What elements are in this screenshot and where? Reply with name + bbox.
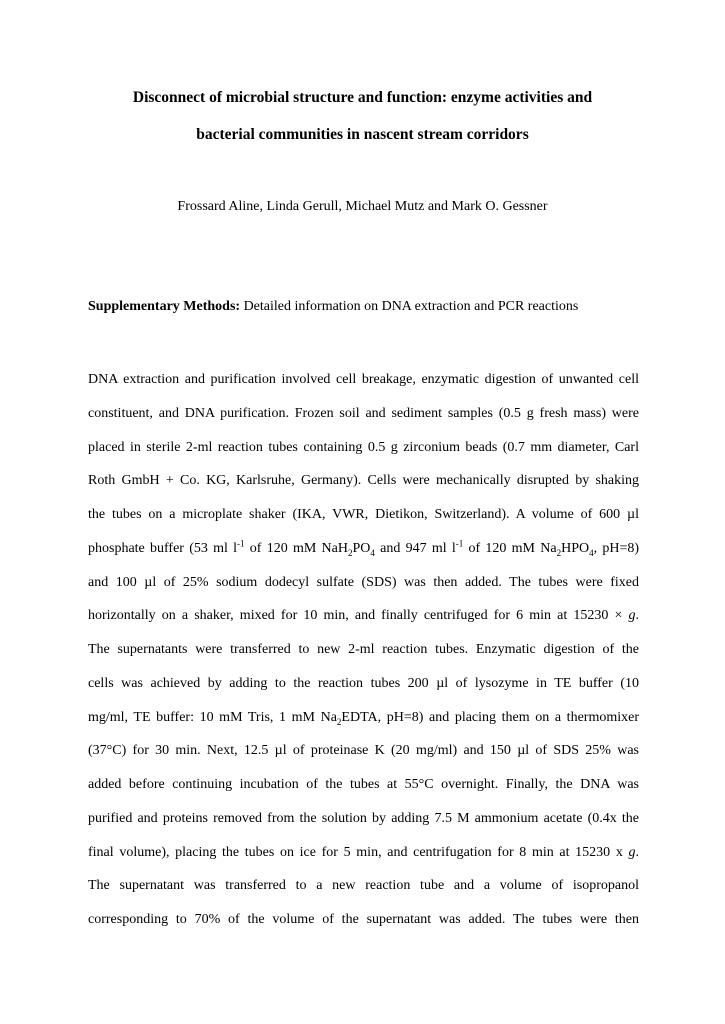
body-line-15 [88,836,639,870]
authors: Frossard Aline, Linda Gerull, Michael Mutz and Mark O. Gessner [177,199,548,214]
l6-e: of 120 mM Na [463,540,557,556]
l6-sub3: 2 [556,547,562,558]
l15-g-italic: g [628,844,636,860]
body-line-8 [88,599,639,633]
l6-a: phosphate buffer (53 ml l [88,540,238,556]
body-paragraph [88,363,639,937]
l6-sup2: -1 [455,538,464,549]
supplementary-text: Detailed information on DNA extraction and PCR reactions [240,299,579,314]
l8-b: . [635,608,639,624]
body-line-12: (37°C) for 30 min. Next, 12.5 µl of proteinase K (20 mg/ml) and 150 µl of SDS 25% was [88,743,639,759]
body-line-3: placed in sterile 2-ml reaction tubes containing 0.5 g zirconium beads (0.7 mm diameter, Carl [88,439,639,455]
l8-a: horizontally on a shaker, mixed for 10 min, and finally centrifuged for 6 min at 15230 × [88,608,629,624]
l6-f: HPO [561,540,590,556]
l11-b: EDTA, pH=8) and placing them on a thermomixer [341,709,639,725]
body-line-10: cells was achieved by adding to the reaction tubes 200 µl of lysozyme in TE buffer (10 [88,675,639,691]
l6-sub2: 4 [370,547,375,558]
body-line-1: DNA extraction and purification involved cell breakage, enzymatic digestion of unwanted cell [88,372,639,387]
l11-sub: 2 [336,716,342,727]
body-line-17: corresponding to 70% of the volume of the supernatant was added. The tubes were then [88,912,639,927]
l6-c: PO [352,540,371,556]
body-line-4: Roth GmbH + Co. KG, Karlsruhe, Germany). Cells were mechanically disrupted by shaking [88,473,639,489]
l11-a: mg/ml, TE buffer: 10 mM Tris, 1 mM Na [88,709,337,725]
l6-sub1: 2 [347,547,353,558]
body-line-5: the tubes on a microplate shaker (IKA, VWR, Dietikon, Switzerland). A volume of 600 µl [88,507,639,522]
l6-sup1: -1 [237,538,245,549]
l6-sub4: 4 [589,547,594,558]
body-line-14: purified and proteins removed from the solution by adding 7.5 M ammonium acetate (0.4x the [88,810,639,826]
l15-b: . [635,844,639,860]
title-line-1: Disconnect of microbial structure and function: enzyme activities and [132,89,593,106]
l6-g: , pH=8) [593,540,640,556]
body-line-16: The supernatant was transferred to a new reaction tube and a volume of isopropanol [88,878,639,894]
l6-d: and 947 ml l [374,540,456,556]
l15-a: final volume), placing the tubes on ice for 5 min, and centrifugation for 8 min at 15230 x [88,844,629,860]
body-line-13: added before continuing incubation of the tubes at 55°C overnight. Finally, the DNA was [88,777,639,792]
body-line-9: The supernatants were transferred to new 2-ml reaction tubes. Enzymatic digestion of the [88,642,639,657]
body-line-11 [88,701,639,735]
supplementary-heading [88,299,578,315]
body-line-7: and 100 µl of 25% sodium dodecyl sulfate (SDS) was then added. The tubes were fixed [88,574,639,590]
title-line-2: bacterial communities in nascent stream corridors [196,126,529,143]
l6-b: of 120 mM NaH [244,540,348,556]
body-line-2: constituent, and DNA purification. Frozen soil and sediment samples (0.5 g fresh mass) were [88,405,639,421]
body-line-6 [88,532,639,566]
supplementary-label: Supplementary Methods: [88,299,241,314]
l8-g-italic: g [628,608,636,624]
